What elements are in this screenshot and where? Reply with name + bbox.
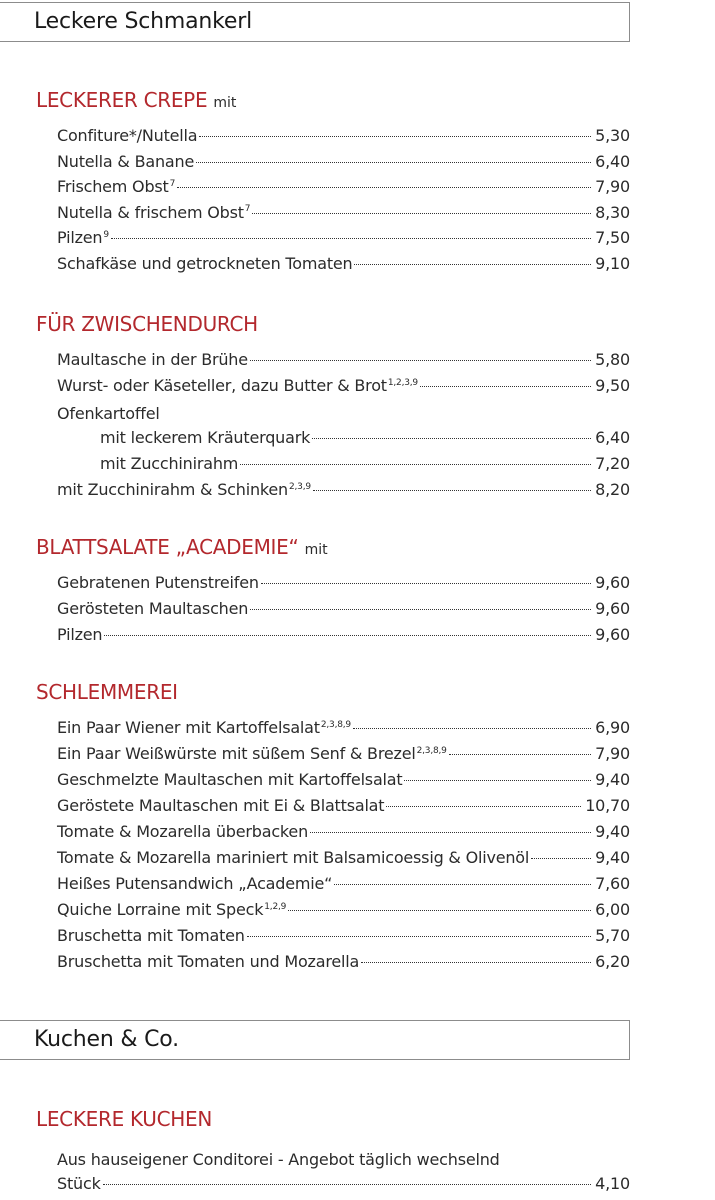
dotted-leader	[312, 438, 591, 439]
menu-item-row	[57, 952, 630, 978]
menu-item-price: 5,80	[595, 350, 630, 369]
menu-item-name-text: Ein Paar Wiener mit Kartoffelsalat	[57, 718, 320, 737]
menu-item-name-text: Maultasche in der Brühe	[57, 350, 248, 369]
dotted-leader	[531, 858, 591, 859]
menu-item-row	[57, 126, 630, 152]
menu-item-name-text: Wurst- oder Käseteller, dazu Butter & Brot	[57, 376, 387, 395]
menu-item-price: 7,50	[595, 228, 630, 248]
menu-item-price: 6,40	[595, 151, 630, 171]
menu-item-row	[57, 254, 630, 280]
menu-item-name-text: Confiture*/Nutella	[57, 126, 198, 145]
dotted-leader	[104, 635, 591, 636]
dotted-leader	[177, 187, 591, 188]
menu-item-price: 9,10	[595, 254, 630, 273]
menu-item-row	[57, 203, 630, 229]
dotted-leader	[310, 832, 591, 833]
menu-item-name	[57, 350, 248, 369]
menu-item-name	[57, 744, 447, 763]
section-title-blattsalate	[36, 535, 328, 559]
dotted-leader	[361, 962, 591, 963]
menu-item-row	[57, 718, 630, 744]
dotted-leader	[353, 728, 591, 729]
menu-item-price: 9,40	[595, 848, 630, 867]
menu-item-row	[57, 848, 630, 874]
menu-item-name	[57, 203, 250, 222]
dotted-leader	[199, 136, 591, 137]
menu-item-price: 7,20	[595, 454, 630, 473]
menu-item-name-text: Stück	[57, 1174, 101, 1193]
dotted-leader	[240, 464, 591, 465]
menu-item-name-text: Nutella & Banane	[57, 151, 195, 171]
menu-item-price: 9,50	[595, 376, 630, 395]
section-title-text: LECKERE KUCHEN	[36, 1107, 213, 1131]
dotted-leader	[250, 609, 591, 610]
dotted-leader	[386, 806, 581, 807]
section-title-text: LECKERER CREPE	[36, 88, 208, 112]
menu-item-price: 5,70	[595, 926, 630, 945]
menu-item-price: 9,40	[595, 822, 630, 841]
menu-item-name	[57, 152, 194, 171]
dotted-leader	[196, 162, 591, 163]
dotted-leader	[103, 1184, 592, 1185]
menu-item-name-text: Schafkäse und getrockneten Tomaten	[57, 254, 353, 273]
menu-item-name	[57, 228, 109, 247]
menu-item-row	[57, 573, 630, 599]
menu-item-name	[57, 625, 102, 644]
menu-item-price: 6,00	[595, 900, 630, 919]
menu-item-name-text: Heißes Putensandwich „Academie“	[57, 874, 333, 893]
menu-item-name	[57, 796, 384, 815]
menu-item-name	[57, 480, 311, 499]
allergen-superscript: 2,3,8,9	[416, 745, 447, 756]
allergen-superscript: 2,3,8,9	[320, 719, 351, 730]
menu-item-name	[57, 126, 197, 145]
menu-item-name-text: Nutella & frischem Obst	[57, 202, 244, 222]
menu-item-price: 6,20	[595, 952, 630, 971]
menu-item-name	[57, 822, 308, 841]
menu-item-name-text: Frischem Obst	[57, 177, 169, 197]
menu-item-price: 10,70	[585, 796, 630, 815]
menu-item-price: 9,60	[595, 625, 630, 644]
menu-item-row	[57, 177, 630, 203]
menu-item-name	[57, 770, 402, 789]
menu-item-name	[57, 718, 351, 737]
menu-item-name-text: Quiche Lorraine mit Speck	[57, 900, 264, 919]
menu-item-row	[57, 152, 630, 178]
kuchen-description: Aus hauseigener Conditorei - Angebot täglich wechselnd	[57, 1150, 500, 1169]
menu-item-name	[57, 573, 259, 592]
allergen-superscript: 7	[169, 178, 176, 189]
menu-item-price: 7,90	[595, 744, 630, 763]
allergen-superscript: 1,2,9	[264, 901, 287, 912]
menu-item-row	[57, 770, 630, 796]
menu-item-name	[57, 1174, 101, 1193]
dotted-leader	[404, 780, 591, 781]
menu-item-name-text: mit Zucchinirahm	[100, 454, 239, 473]
section-title-suffix: mit	[304, 542, 328, 558]
menu-item-row	[57, 874, 630, 900]
allergen-superscript: 9	[103, 230, 109, 241]
section-title-zwischendurch	[36, 312, 258, 336]
allergen-superscript: 7	[244, 204, 251, 215]
menu-item-price: 6,40	[595, 428, 630, 447]
section-title-schlemmerei	[36, 680, 178, 704]
menu-item-name	[57, 926, 245, 945]
menu-item-price: 8,30	[595, 202, 630, 222]
menu-item-name-text: Geschmelzte Maultaschen mit Kartoffelsalat	[57, 770, 403, 789]
section-title-text: BLATTSALATE „ACADEMIE“	[36, 535, 299, 559]
menu-item-name	[57, 952, 359, 971]
section-title-suffix: mit	[213, 95, 237, 111]
menu-item-name-text: Gebratenen Putenstreifen	[57, 573, 259, 592]
menu-item-name-text: Tomate & Mozarella überbacken	[57, 822, 309, 841]
menu-item-row	[57, 1174, 630, 1200]
menu-item-name-text: Ein Paar Weißwürste mit süßem Senf & Brezel	[57, 744, 416, 763]
menu-item-price: 4,10	[595, 1174, 630, 1193]
menu-item-row	[57, 796, 630, 822]
menu-item-row	[57, 744, 630, 770]
menu-item-price: 7,60	[595, 874, 630, 893]
menu-item-name	[57, 900, 286, 919]
dotted-leader	[111, 238, 591, 239]
menu-item-name	[57, 177, 175, 196]
menu-item-name-text: Pilzen	[57, 625, 103, 644]
menu-item-name	[57, 848, 529, 867]
dotted-leader	[250, 360, 591, 361]
menu-item-price: 9,60	[595, 573, 630, 592]
menu-item-name-text: Pilzen	[57, 228, 103, 248]
section-header-schmankerl	[0, 2, 630, 42]
menu-item-row	[57, 625, 630, 651]
menu-item-name-text: Gerösteten Maultaschen	[57, 599, 249, 618]
header-title: Kuchen & Co.	[34, 1027, 179, 1052]
section-title-kuchen	[36, 1107, 212, 1131]
menu-item-row	[57, 599, 630, 625]
menu-item-price: 5,30	[595, 126, 630, 145]
menu-item-name-text: Bruschetta mit Tomaten	[57, 926, 245, 945]
menu-item-name	[57, 874, 332, 893]
menu-item-row	[57, 822, 630, 848]
menu-item-name	[57, 599, 248, 618]
menu-item-row	[57, 926, 630, 952]
section-header-kuchen	[0, 1020, 630, 1060]
menu-item-price: 9,40	[595, 770, 630, 789]
menu-item-name	[57, 376, 418, 395]
dotted-leader	[313, 490, 591, 491]
section-title-text: SCHLEMMEREI	[36, 680, 178, 704]
section-title-text: FÜR ZWISCHENDURCH	[36, 312, 258, 336]
menu-item-name	[100, 428, 310, 447]
dotted-leader	[354, 264, 591, 265]
menu-item-name-text: Tomate & Mozarella mariniert mit Balsamicoessig & Olivenöl	[57, 848, 530, 867]
menu-item-row	[57, 228, 630, 254]
ofenkartoffel-label: Ofenkartoffel	[57, 404, 160, 423]
dotted-leader	[449, 754, 591, 755]
menu-item-name-text: mit Zucchinirahm & Schinken	[57, 480, 288, 499]
menu-item-name-text: mit leckerem Kräuterquark	[100, 428, 311, 447]
dotted-leader	[288, 910, 591, 911]
menu-item-row	[57, 480, 630, 506]
allergen-superscript: 1,2,3,9	[387, 377, 418, 388]
menu-item-price: 9,60	[595, 599, 630, 618]
dotted-leader	[252, 213, 591, 214]
section-title-crepe	[36, 88, 236, 112]
menu-item-row	[57, 900, 630, 926]
menu-item-name	[57, 254, 352, 273]
menu-item-name-text: Bruschetta mit Tomaten und Mozarella	[57, 952, 360, 971]
menu-item-name	[100, 454, 238, 473]
menu-item-row	[100, 454, 630, 480]
dotted-leader	[261, 583, 591, 584]
menu-item-price: 8,20	[595, 480, 630, 499]
menu-item-row	[57, 350, 630, 376]
menu-item-row	[57, 376, 630, 402]
allergen-superscript: 2,3,9	[288, 481, 311, 492]
header-title: Leckere Schmankerl	[34, 9, 252, 34]
dotted-leader	[420, 386, 591, 387]
dotted-leader	[334, 884, 591, 885]
menu-item-price: 7,90	[595, 177, 630, 197]
menu-item-price: 6,90	[595, 718, 630, 737]
dotted-leader	[247, 936, 591, 937]
menu-item-row	[100, 428, 630, 454]
menu-item-name-text: Geröstete Maultaschen mit Ei & Blattsalat	[57, 796, 385, 815]
